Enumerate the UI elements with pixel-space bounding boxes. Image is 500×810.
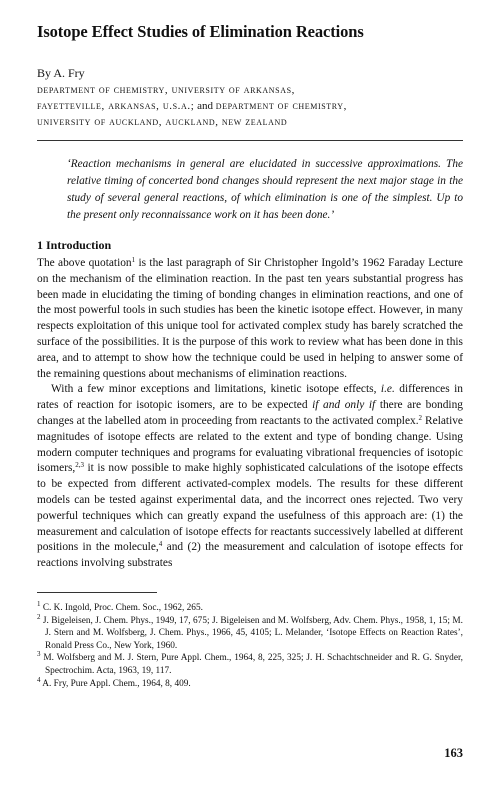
author-line: By A. Fry bbox=[37, 66, 85, 80]
body-text bbox=[37, 256, 463, 572]
section-heading: 1 Introduction bbox=[37, 238, 112, 252]
page-number: 163 bbox=[444, 746, 463, 760]
affiliation-line-2a: fayetteville, arkansas, u.s.a.; bbox=[37, 100, 195, 112]
affiliation-line-3: university of auckland, auckland, new zealand bbox=[37, 116, 288, 128]
footnote-ref-4[interactable]: 4 bbox=[158, 540, 163, 549]
footnote-ref-1[interactable]: 1 bbox=[131, 256, 136, 264]
footnote-1: $^1$ C. K. Ingold, Proc. Chem. Soc., 1962, 265. bbox=[37, 600, 203, 613]
header-divider bbox=[37, 140, 463, 141]
footnote-4: $^4$ A. Fry, Pure Appl. Chem., 1964, 8, 409. bbox=[37, 675, 191, 689]
footnote-ref-2-3[interactable]: 2,3 bbox=[75, 461, 85, 470]
footnote-2: $^2$ J. Bigeleisen, J. Chem. Phys., 1949, 17, 675; J. Bigeleisen and M. Wolfsberg, Adv. Chem. Phys., 1958, 1, 15; M. J. Stern and M. Wolfsberg, J. Chem. Phys., 1966, 45, 4105; L. Melander, ‘Isotope Effects on Reaction Rates’, Ronald Press Co., New York, 1960. bbox=[37, 612, 463, 651]
footnote-divider bbox=[37, 592, 157, 593]
affiliation-line-2c: department of chemistry, bbox=[215, 100, 347, 112]
footnote-ref-2[interactable]: 2 bbox=[418, 413, 423, 422]
affiliation-line-1: department of chemistry, university of arkansas, bbox=[37, 84, 295, 96]
footnotes bbox=[37, 602, 463, 690]
article-title: Isotope Effect Studies of Elimination Reactions bbox=[37, 22, 364, 41]
epigraph-quote: ‘Reaction mechanisms in general are elucidated in successive approximations. The relative timing of concerted bond changes should represent the next major stage in the study of several general reactions, of which elimination is one of the simplest. Up to the present only reconnaissance work on it has been done.’ bbox=[67, 158, 463, 221]
paragraph-1: The above quotation$^1$ is the last paragraph of Sir Christopher Ingold’s 1962 Faraday Lecture on the mechanism of the elimination reaction. In the past ten years substantial progress has been made in elucidating the timing of bonding changes in elimination reactions, and one of the most powerful tools in such studies has been the kinetic isotope effect. However, in many respects exploitation of this unique tool for activated complex study has barely scratched the surface of the possibilities. It is the purpose of this work to review what has been done in this area, and to attempt to show how the technique could be used in helping to answer some of the remaining questions about mechanisms of elimination reactions. bbox=[37, 256, 463, 380]
footnote-3: $^3$ M. Wolfsberg and M. J. Stern, Pure Appl. Chem., 1964, 8, 225, 325; J. H. Schachtschneider and R. G. Snyder, Spectrochim. Acta, 1963, 19, 117. bbox=[37, 650, 463, 676]
affiliation-and: and bbox=[194, 100, 216, 112]
paragraph-2: With a few minor exceptions and limitations, kinetic isotope effects, i.e. differences in rates of reaction for isotopic isomers, are to be expected if and only if there are bonding changes at the labelled atom in proceeding from reactants to the activated complex.$^2$ Relative magnitudes of isotope effects are related to the extent and type of bonding change. Using modern computer techniques and programs for evaluating vibrational frequencies of isotopic isomers,$^{2,3}$ it is now possible to make highly sophisticated calculations of the isotope effects to be expected from different activated-complex models. The results for these different models can be tested against experimental data, and the incorrect ones rejected. Two very powerful techniques which can greatly expand the usefulness of this approach are: (1) the measurement and calculation of isotope effects for reactants successively labelled at different positions in the molecule,$^4$ and (2) the measurement and calculation of isotope effects for reactions involving substrates bbox=[37, 383, 464, 570]
author-affiliation bbox=[37, 82, 477, 130]
